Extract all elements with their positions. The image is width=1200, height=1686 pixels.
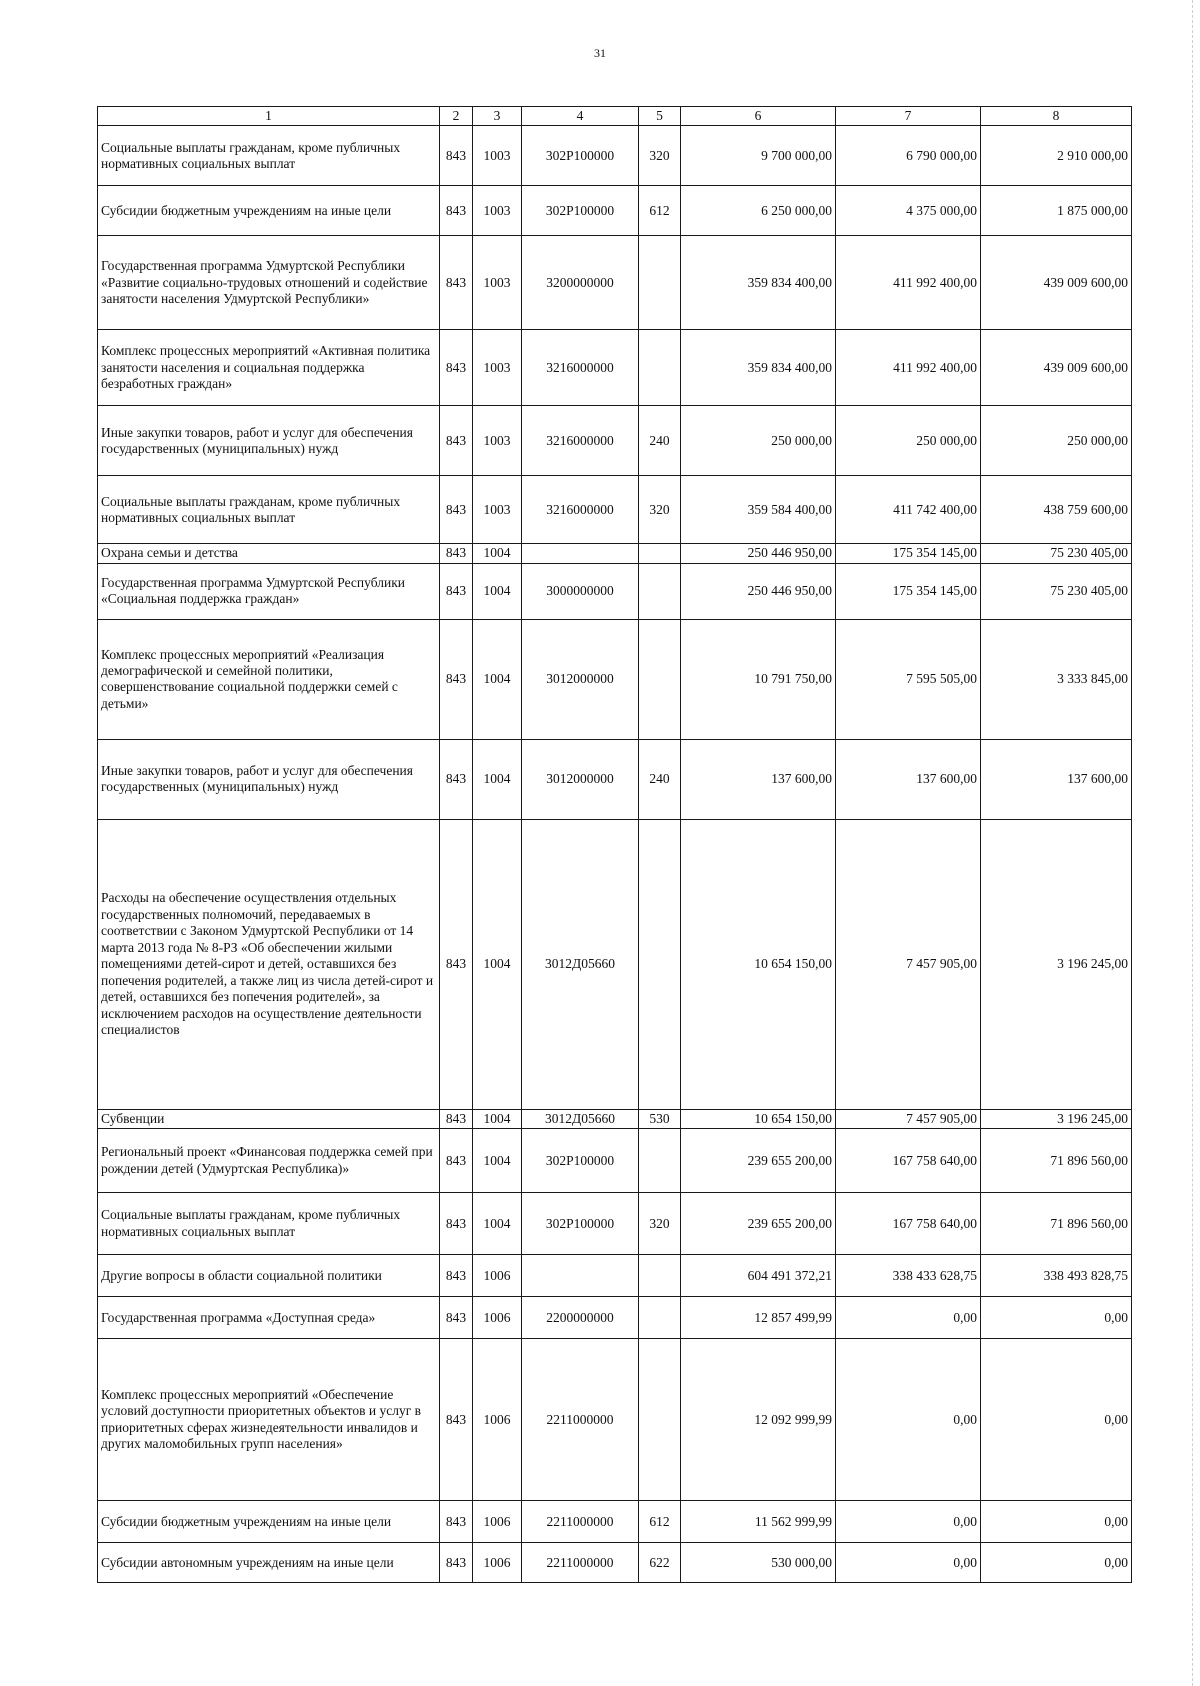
expense-type-cell xyxy=(639,619,681,739)
amount-year1-cell: 530 000,00 xyxy=(681,1543,836,1583)
expense-type-cell xyxy=(639,544,681,563)
amount-year2-cell: 0,00 xyxy=(836,1297,981,1339)
ministry-code-cell: 843 xyxy=(440,819,473,1109)
header-cell-1: 1 xyxy=(98,107,440,126)
table-row xyxy=(98,1543,1132,1583)
row-name-cell: Другие вопросы в области социальной политики xyxy=(98,1255,440,1297)
target-article-cell: 302Р100000 xyxy=(522,1193,639,1255)
header-cell-5: 5 xyxy=(639,107,681,126)
amount-year3-cell: 3 196 245,00 xyxy=(981,1109,1132,1128)
section-code-cell: 1003 xyxy=(473,126,522,186)
amount-year3-cell: 137 600,00 xyxy=(981,739,1132,819)
table-row xyxy=(98,619,1132,739)
header-cell-7: 7 xyxy=(836,107,981,126)
amount-year1-cell: 10 654 150,00 xyxy=(681,1109,836,1128)
ministry-code-cell: 843 xyxy=(440,1339,473,1501)
expense-type-cell: 530 xyxy=(639,1109,681,1128)
amount-year3-cell: 3 196 245,00 xyxy=(981,819,1132,1109)
amount-year1-cell: 137 600,00 xyxy=(681,739,836,819)
amount-year2-cell: 167 758 640,00 xyxy=(836,1193,981,1255)
amount-year2-cell: 7 595 505,00 xyxy=(836,619,981,739)
amount-year1-cell: 250 446 950,00 xyxy=(681,563,836,619)
amount-year1-cell: 239 655 200,00 xyxy=(681,1193,836,1255)
table-row xyxy=(98,1193,1132,1255)
amount-year2-cell: 0,00 xyxy=(836,1543,981,1583)
ministry-code-cell: 843 xyxy=(440,1109,473,1128)
expense-type-cell xyxy=(639,819,681,1109)
expense-type-cell xyxy=(639,1255,681,1297)
amount-year3-cell: 439 009 600,00 xyxy=(981,236,1132,330)
table-row xyxy=(98,1501,1132,1543)
row-name-cell: Иные закупки товаров, работ и услуг для обеспечения государственных (муниципальных) нужд xyxy=(98,406,440,476)
row-name-cell: Иные закупки товаров, работ и услуг для обеспечения государственных (муниципальных) нужд xyxy=(98,739,440,819)
budget-table xyxy=(97,106,1132,1583)
amount-year3-cell: 2 910 000,00 xyxy=(981,126,1132,186)
target-article-cell: 302Р100000 xyxy=(522,126,639,186)
row-name-cell: Субсидии бюджетным учреждениям на иные цели xyxy=(98,1501,440,1543)
amount-year1-cell: 359 834 400,00 xyxy=(681,330,836,406)
row-name-cell: Государственная программа Удмуртской Республики «Социальная поддержка граждан» xyxy=(98,563,440,619)
row-name-cell: Комплекс процессных мероприятий «Реализация демографической и семейной политики, совершенствование социальной поддержки семей с детьми» xyxy=(98,619,440,739)
table-row xyxy=(98,476,1132,544)
expense-type-cell: 612 xyxy=(639,186,681,236)
amount-year2-cell: 137 600,00 xyxy=(836,739,981,819)
table-row xyxy=(98,819,1132,1109)
header-cell-8: 8 xyxy=(981,107,1132,126)
amount-year2-cell: 411 742 400,00 xyxy=(836,476,981,544)
target-article-cell: 302Р100000 xyxy=(522,1129,639,1193)
row-name-cell: Государственная программа «Доступная среда» xyxy=(98,1297,440,1339)
header-cell-3: 3 xyxy=(473,107,522,126)
row-name-cell: Субсидии автономным учреждениям на иные цели xyxy=(98,1543,440,1583)
amount-year2-cell: 338 433 628,75 xyxy=(836,1255,981,1297)
section-code-cell: 1004 xyxy=(473,739,522,819)
ministry-code-cell: 843 xyxy=(440,739,473,819)
amount-year3-cell: 338 493 828,75 xyxy=(981,1255,1132,1297)
amount-year3-cell: 3 333 845,00 xyxy=(981,619,1132,739)
target-article-cell: 3216000000 xyxy=(522,406,639,476)
table-row xyxy=(98,1297,1132,1339)
table-row xyxy=(98,236,1132,330)
amount-year1-cell: 239 655 200,00 xyxy=(681,1129,836,1193)
amount-year2-cell: 411 992 400,00 xyxy=(836,236,981,330)
ministry-code-cell: 843 xyxy=(440,406,473,476)
section-code-cell: 1006 xyxy=(473,1339,522,1501)
row-name-cell: Расходы на обеспечение осуществления отдельных государственных полномочий, передаваемых в соответствии с Законом Удмуртской Республики от 14 марта 2013 года № 8-РЗ «Об обеспечении жилыми помещениями детей-сирот и детей, оставшихся без попечения родителей, а также лиц из числа детей-сирот и детей, оставшихся без попечения родителей», за исключением расходов на осуществление деятельности специалистов xyxy=(98,819,440,1109)
ministry-code-cell: 843 xyxy=(440,544,473,563)
table-row xyxy=(98,330,1132,406)
table-row xyxy=(98,1255,1132,1297)
target-article-cell: 3216000000 xyxy=(522,476,639,544)
ministry-code-cell: 843 xyxy=(440,476,473,544)
amount-year1-cell: 10 791 750,00 xyxy=(681,619,836,739)
amount-year3-cell: 0,00 xyxy=(981,1297,1132,1339)
row-name-cell: Социальные выплаты гражданам, кроме публичных нормативных социальных выплат xyxy=(98,1193,440,1255)
row-name-cell: Социальные выплаты гражданам, кроме публичных нормативных социальных выплат xyxy=(98,126,440,186)
expense-type-cell xyxy=(639,330,681,406)
section-code-cell: 1003 xyxy=(473,236,522,330)
amount-year1-cell: 11 562 999,99 xyxy=(681,1501,836,1543)
expense-type-cell: 622 xyxy=(639,1543,681,1583)
amount-year1-cell: 9 700 000,00 xyxy=(681,126,836,186)
expense-type-cell xyxy=(639,1129,681,1193)
target-article-cell xyxy=(522,1255,639,1297)
section-code-cell: 1006 xyxy=(473,1501,522,1543)
section-code-cell: 1006 xyxy=(473,1255,522,1297)
section-code-cell: 1004 xyxy=(473,563,522,619)
header-cell-4: 4 xyxy=(522,107,639,126)
section-code-cell: 1004 xyxy=(473,1109,522,1128)
amount-year1-cell: 12 092 999,99 xyxy=(681,1339,836,1501)
expense-type-cell xyxy=(639,563,681,619)
target-article-cell xyxy=(522,544,639,563)
amount-year2-cell: 175 354 145,00 xyxy=(836,563,981,619)
section-code-cell: 1004 xyxy=(473,819,522,1109)
section-code-cell: 1004 xyxy=(473,544,522,563)
target-article-cell: 3012000000 xyxy=(522,739,639,819)
amount-year3-cell: 0,00 xyxy=(981,1339,1132,1501)
amount-year3-cell: 75 230 405,00 xyxy=(981,544,1132,563)
expense-type-cell xyxy=(639,236,681,330)
target-article-cell: 3012Д05660 xyxy=(522,819,639,1109)
target-article-cell: 3012Д05660 xyxy=(522,1109,639,1128)
ministry-code-cell: 843 xyxy=(440,186,473,236)
section-code-cell: 1003 xyxy=(473,406,522,476)
amount-year3-cell: 0,00 xyxy=(981,1543,1132,1583)
table-row xyxy=(98,126,1132,186)
table-row xyxy=(98,563,1132,619)
amount-year3-cell: 439 009 600,00 xyxy=(981,330,1132,406)
header-cell-2: 2 xyxy=(440,107,473,126)
amount-year1-cell: 604 491 372,21 xyxy=(681,1255,836,1297)
expense-type-cell: 240 xyxy=(639,739,681,819)
amount-year1-cell: 250 446 950,00 xyxy=(681,544,836,563)
amount-year2-cell: 4 375 000,00 xyxy=(836,186,981,236)
target-article-cell: 3200000000 xyxy=(522,236,639,330)
amount-year2-cell: 0,00 xyxy=(836,1339,981,1501)
section-code-cell: 1003 xyxy=(473,476,522,544)
table-body xyxy=(98,126,1132,1583)
section-code-cell: 1003 xyxy=(473,330,522,406)
ministry-code-cell: 843 xyxy=(440,236,473,330)
expense-type-cell xyxy=(639,1297,681,1339)
amount-year3-cell: 0,00 xyxy=(981,1501,1132,1543)
expense-type-cell: 612 xyxy=(639,1501,681,1543)
amount-year3-cell: 1 875 000,00 xyxy=(981,186,1132,236)
expense-type-cell xyxy=(639,1339,681,1501)
ministry-code-cell: 843 xyxy=(440,1129,473,1193)
amount-year2-cell: 6 790 000,00 xyxy=(836,126,981,186)
ministry-code-cell: 843 xyxy=(440,330,473,406)
amount-year1-cell: 6 250 000,00 xyxy=(681,186,836,236)
table-row xyxy=(98,1129,1132,1193)
table-row xyxy=(98,186,1132,236)
row-name-cell: Охрана семьи и детства xyxy=(98,544,440,563)
row-name-cell: Субвенции xyxy=(98,1109,440,1128)
target-article-cell: 3012000000 xyxy=(522,619,639,739)
table-row xyxy=(98,544,1132,563)
amount-year2-cell: 0,00 xyxy=(836,1501,981,1543)
amount-year1-cell: 12 857 499,99 xyxy=(681,1297,836,1339)
section-code-cell: 1004 xyxy=(473,619,522,739)
header-row xyxy=(98,107,1132,126)
amount-year1-cell: 359 584 400,00 xyxy=(681,476,836,544)
row-name-cell: Социальные выплаты гражданам, кроме публичных нормативных социальных выплат xyxy=(98,476,440,544)
target-article-cell: 2211000000 xyxy=(522,1543,639,1583)
table-row xyxy=(98,1109,1132,1128)
section-code-cell: 1003 xyxy=(473,186,522,236)
ministry-code-cell: 843 xyxy=(440,563,473,619)
amount-year3-cell: 438 759 600,00 xyxy=(981,476,1132,544)
amount-year1-cell: 359 834 400,00 xyxy=(681,236,836,330)
target-article-cell: 3000000000 xyxy=(522,563,639,619)
page-number: 31 xyxy=(594,46,606,60)
target-article-cell: 302Р100000 xyxy=(522,186,639,236)
ministry-code-cell: 843 xyxy=(440,1255,473,1297)
amount-year2-cell: 175 354 145,00 xyxy=(836,544,981,563)
table-row xyxy=(98,739,1132,819)
section-code-cell: 1004 xyxy=(473,1193,522,1255)
amount-year1-cell: 10 654 150,00 xyxy=(681,819,836,1109)
amount-year3-cell: 71 896 560,00 xyxy=(981,1129,1132,1193)
expense-type-cell: 240 xyxy=(639,406,681,476)
row-name-cell: Комплекс процессных мероприятий «Обеспечение условий доступности приоритетных объектов и услуг в приоритетных сферах жизнедеятельности инвалидов и других маломобильных групп населения» xyxy=(98,1339,440,1501)
ministry-code-cell: 843 xyxy=(440,1501,473,1543)
ministry-code-cell: 843 xyxy=(440,126,473,186)
amount-year3-cell: 250 000,00 xyxy=(981,406,1132,476)
ministry-code-cell: 843 xyxy=(440,619,473,739)
section-code-cell: 1004 xyxy=(473,1129,522,1193)
amount-year3-cell: 75 230 405,00 xyxy=(981,563,1132,619)
expense-type-cell: 320 xyxy=(639,476,681,544)
expense-type-cell: 320 xyxy=(639,126,681,186)
amount-year2-cell: 7 457 905,00 xyxy=(836,819,981,1109)
table-row xyxy=(98,1339,1132,1501)
ministry-code-cell: 843 xyxy=(440,1297,473,1339)
target-article-cell: 3216000000 xyxy=(522,330,639,406)
target-article-cell: 2211000000 xyxy=(522,1501,639,1543)
target-article-cell: 2211000000 xyxy=(522,1339,639,1501)
amount-year2-cell: 411 992 400,00 xyxy=(836,330,981,406)
amount-year1-cell: 250 000,00 xyxy=(681,406,836,476)
row-name-cell: Субсидии бюджетным учреждениям на иные цели xyxy=(98,186,440,236)
scan-edge-line xyxy=(1192,0,1193,1686)
target-article-cell: 2200000000 xyxy=(522,1297,639,1339)
table-row xyxy=(98,406,1132,476)
amount-year3-cell: 71 896 560,00 xyxy=(981,1193,1132,1255)
row-name-cell: Комплекс процессных мероприятий «Активная политика занятости населения и социальная поддержка безработных граждан» xyxy=(98,330,440,406)
ministry-code-cell: 843 xyxy=(440,1543,473,1583)
expense-type-cell: 320 xyxy=(639,1193,681,1255)
section-code-cell: 1006 xyxy=(473,1297,522,1339)
amount-year2-cell: 7 457 905,00 xyxy=(836,1109,981,1128)
amount-year2-cell: 250 000,00 xyxy=(836,406,981,476)
header-cell-6: 6 xyxy=(681,107,836,126)
section-code-cell: 1006 xyxy=(473,1543,522,1583)
ministry-code-cell: 843 xyxy=(440,1193,473,1255)
row-name-cell: Государственная программа Удмуртской Республики «Развитие социально-трудовых отношений и содействие занятости населения Удмуртской Республики» xyxy=(98,236,440,330)
row-name-cell: Региональный проект «Финансовая поддержка семей при рождении детей (Удмуртская Республика)» xyxy=(98,1129,440,1193)
amount-year2-cell: 167 758 640,00 xyxy=(836,1129,981,1193)
